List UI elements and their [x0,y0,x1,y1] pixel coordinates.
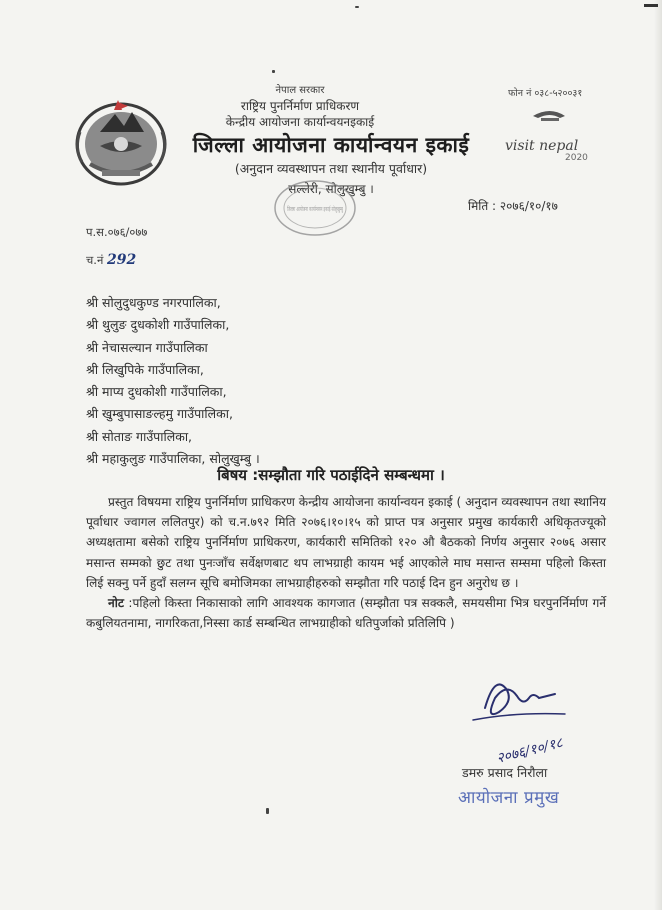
addressee-item: श्री माप्य दुधकोशी गाउँपालिका, [86,384,227,400]
visit-logo-year: 2020 [565,153,588,163]
visit-logo-text: visit nepal [505,138,579,154]
header-country: नेपाल सरकार [275,85,325,96]
header-unit: केन्द्रीय आयोजना कार्यान्वयनइकाई [225,115,375,129]
fiscal-year-ref: प.स.०७६/०७७ [86,225,148,239]
body-note [86,593,606,633]
note-text: :पहिलो किस्ता निकासाको लागि आवश्यक कागजात (सम्झौता पत्र सक्कलै, समयसीमा भित्र घरपुनर्निर्माण गर्ने कबुलियतनामा, नागरिकता,निस्सा कार्ड सम्बन्धित लाभग्राहीको धतिपुर्जाको प्रतिलिपि ) [86,596,606,631]
dispatch-label: च.नं [86,253,104,267]
addressee-list [86,292,260,470]
addressee-item: श्री सोलुदुधकुण्ड नगरपालिका, [86,295,221,310]
letter-body [86,492,606,633]
header-subtitle: (अनुदान व्यवस्थापन तथा स्थानीय पूर्वाधार) [234,161,428,176]
header-office-title: जिल्ला आयोजना कार्यान्वयन इकाई [192,133,470,157]
letter-date: मिति : २०७६/१०/१७ [468,199,558,213]
dispatch-number: 292 [107,252,137,268]
signature-date: २०७६/१०/१८ [494,735,565,767]
addressee-item: श्री सोताङ गाउँपालिका, [86,428,193,444]
signer-title-stamp: आयोजना प्रमुख [458,788,560,808]
header-location: सल्लेरी, सोलुखुम्बु । [288,182,374,196]
dispatch-ref [86,252,136,268]
addressee-item: श्री नेचासल्यान गाउँपालिका [86,339,208,355]
corner-mark [644,4,658,7]
scan-speck [355,6,359,8]
office-stamp [270,178,385,238]
scan-speck [272,70,275,73]
addressee-item: श्री लिखुपिके गाउँपालिका, [86,361,204,377]
stamp-text: जिल्ला आयोजना कार्यान्वयन इकाई सोलुखुम्बु [287,206,385,213]
header-authority: राष्ट्रिय पुनर्निर्माण प्राधिकरण [240,99,360,113]
signer-name: डमरु प्रसाद निरौला [462,765,548,780]
signature [455,668,595,768]
visit-nepal-logo-icon [505,104,615,162]
addressee-item: श्री महाकुलुङ गाउँपालिका, सोलुखुम्बु । [86,451,260,467]
addressee-item: श्री थुलुङ दुधकोशी गाउँपालिका, [86,317,230,333]
header-phone: फोन नं ०३८-५२००३१ [508,88,583,99]
addressee-item: श्री खुम्बुपासाङल्हमु गाउँपालिका, [86,406,233,422]
scan-speck [266,808,269,814]
note-label: नोट [108,596,124,611]
letter-subject: बिषय :सम्झौता गरि पठाईदिने सम्बन्धमा । [217,466,445,484]
body-paragraph: प्रस्तुत विषयमा राष्ट्रिय पुनर्निर्माण प्राधिकरण केन्द्रीय आयोजना कार्यान्वयन इकाई ( अनुदान व्यवस्थापन तथा स्थानिय पूर्वाधार ज्वागल ललितपुर) को च.न.७९२ मिति २०७६।१०।१५ को प्राप्त पत्र अनुसार प्रमुख कार्यकारी अधिकृतज्यूको अध्यक्षतामा बसेको राष्ट्रिय पुनर्निर्माण प्राधिकरण, कार्यकारी समितिको १२० औ बैठकको निर्णय अनुसार २०७६ असार मसान्त सम्मको छुट तथा पुनःजाँच सर्वेक्षणबाट थप लाभग्राही कायम भई आएकोले माघ मसान्त सम्समा पहिलो किस्ता लिई सक्नु पर्ने हुदाँ सलग्न सूचि बमोजिमका लाभग्राहीहरुको सम्झौता गरि पठाई दिन हुन अनुरोध छ । [86,495,606,590]
